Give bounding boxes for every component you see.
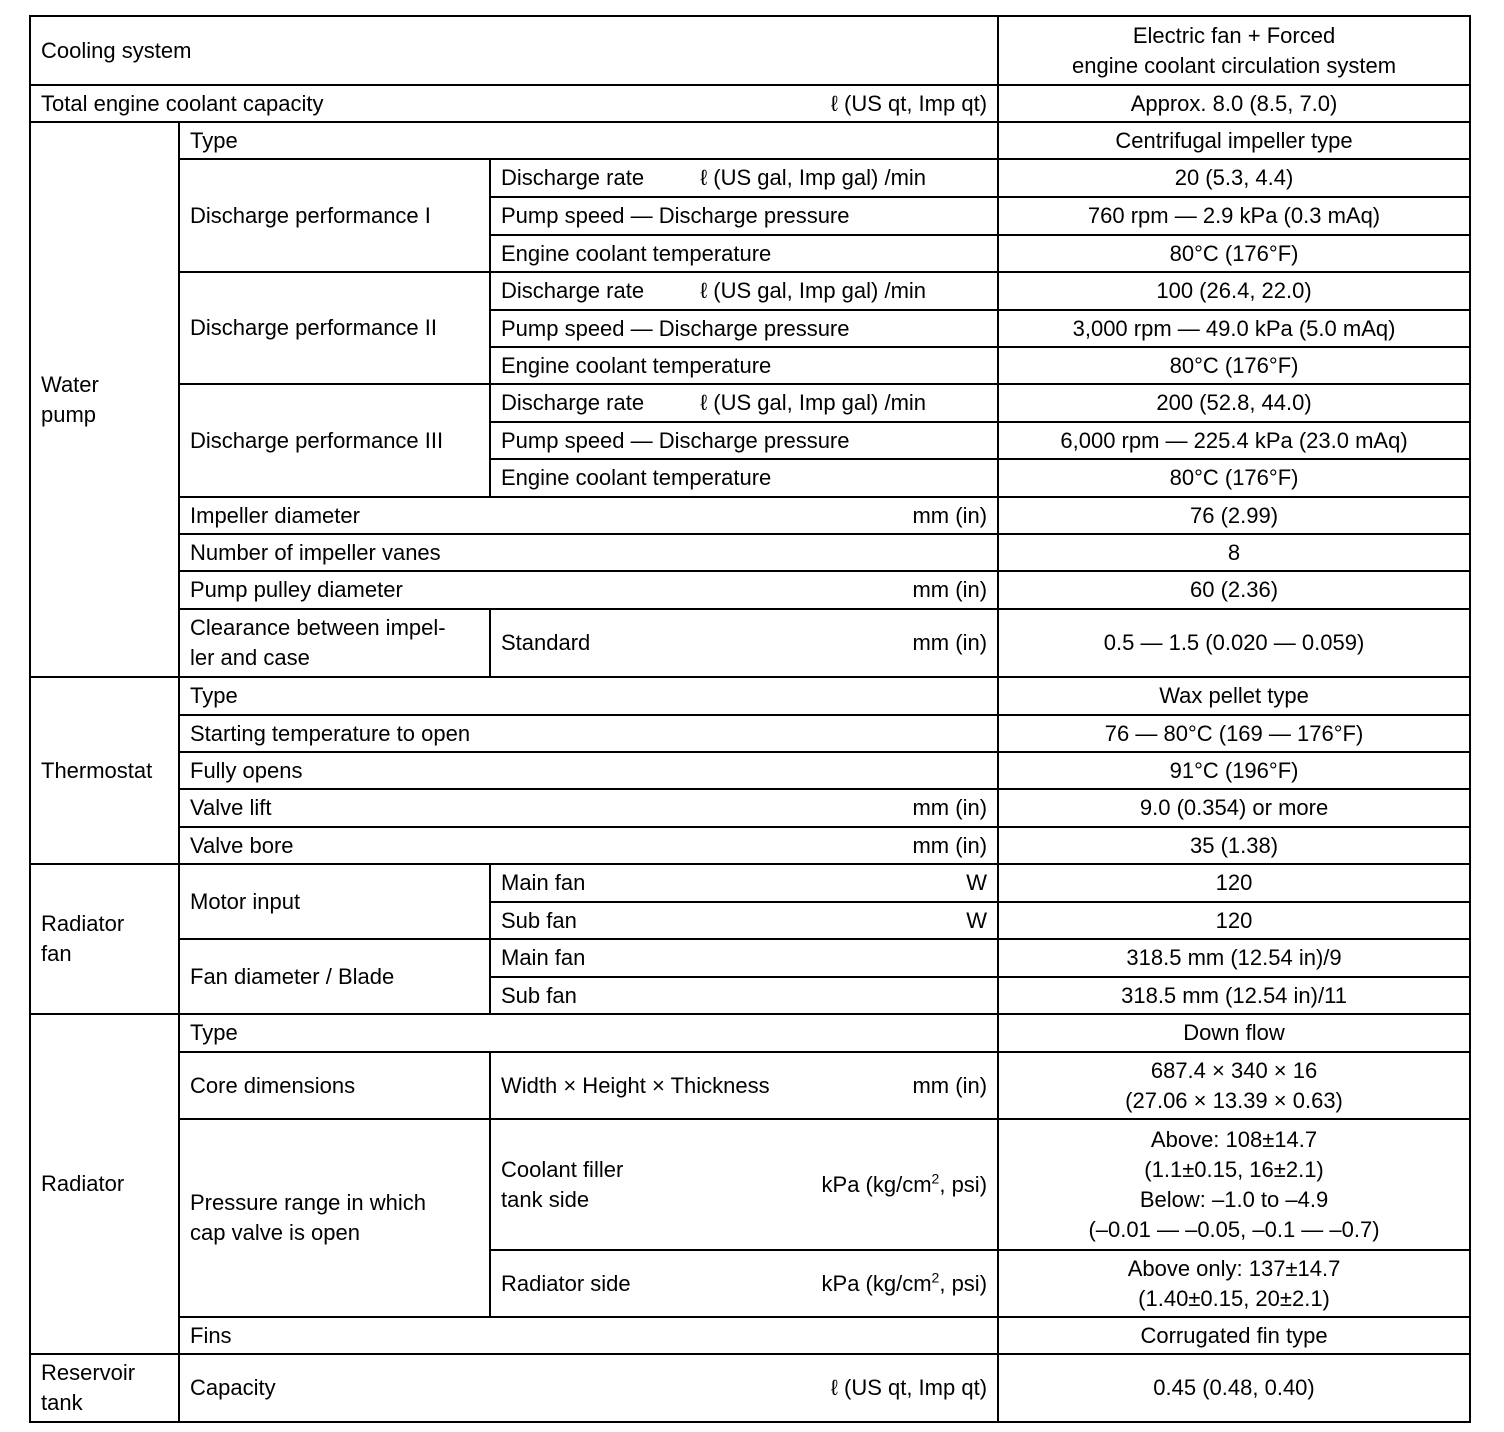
pressure-filler-label: Coolant filler tank side kPa ($kg/cm^2$, psi) (490, 1119, 998, 1250)
fan-diameter-label: Fan diameter / Blade (179, 939, 490, 1014)
perf2-rate-label: Discharge rate ℓ (US gal, Imp gal) /min (490, 272, 998, 310)
thermostat-full-value: 91°C (196°F) (998, 752, 1470, 789)
unit-label: W (966, 870, 988, 895)
pressure-radiator-side-label: Radiator side kPa ($kg/cm^2$, psi) (490, 1250, 998, 1317)
radiator-fan-label: Radiator fan (30, 864, 179, 1014)
unit-label: ℓ (US qt, Imp qt) (830, 1375, 988, 1400)
pressure-radiator-side-value: Above only: 137±14.7 (1.40±0.15, 20±2.1) (998, 1250, 1470, 1317)
row-motor-main (30, 864, 1470, 902)
total-capacity-label: Total engine coolant capacity ℓ (US qt, Imp qt) (30, 85, 998, 122)
clearance-standard-label: Standard mm (in) (490, 609, 998, 677)
row-pump-pulley (30, 571, 1470, 609)
row-perf1-rate (30, 159, 1470, 197)
row-core-dimensions (30, 1052, 1470, 1119)
perf2-speed-label: Pump speed — Discharge pressure (490, 310, 998, 347)
water-pump-type-value: Centrifugal impeller type (998, 122, 1470, 159)
perf3-speed-value: 6,000 rpm — 225.4 kPa (23.0 mAq) (998, 422, 1470, 459)
core-dimensions-label: Core dimensions (179, 1052, 490, 1119)
row-radiator-type (30, 1014, 1470, 1052)
fins-label: Fins (179, 1317, 998, 1354)
perf1-temp-value: 80°C (176°F) (998, 235, 1470, 272)
motor-main-value: 120 (998, 864, 1470, 902)
clearance-value: 0.5 — 1.5 (0.020 — 0.059) (998, 609, 1470, 677)
unit-label: ℓ (US gal, Imp gal) /min (700, 390, 927, 415)
perf3-rate-value: 200 (52.8, 44.0) (998, 384, 1470, 422)
thermostat-start-value: 76 — 80°C (169 — 176°F) (998, 715, 1470, 752)
perf3-rate-label: Discharge rate ℓ (US gal, Imp gal) /min (490, 384, 998, 422)
row-impeller-vanes (30, 534, 1470, 571)
impeller-diameter-label: Impeller diameter mm (in) (179, 497, 998, 534)
unit-label: mm (in) (912, 630, 988, 655)
unit-label: mm (in) (912, 832, 988, 858)
row-thermostat-type (30, 677, 1470, 715)
perf2-label: Discharge performance II (179, 272, 490, 384)
unit-label: mm (in) (912, 577, 988, 602)
impeller-vanes-label: Number of impeller vanes (179, 534, 998, 571)
perf1-rate-label: Discharge rate ℓ (US gal, Imp gal) /min (490, 159, 998, 197)
valve-bore-label: Valve bore mm (in) (179, 827, 998, 864)
row-impeller-diameter (30, 497, 1470, 534)
motor-sub-value: 120 (998, 902, 1470, 939)
unit-label: mm (in) (912, 502, 988, 528)
valve-bore-value: 35 (1.38) (998, 827, 1470, 864)
perf2-temp-label: Engine coolant temperature (490, 347, 998, 384)
pump-pulley-value: 60 (2.36) (998, 571, 1470, 609)
perf1-rate-value: 20 (5.3, 4.4) (998, 159, 1470, 197)
core-dimensions-sub-label: Width × Height × Thickness mm (in) (490, 1052, 998, 1119)
radiator-type-label: Type (179, 1014, 998, 1052)
row-thermostat-full (30, 752, 1470, 789)
thermostat-full-label: Fully opens (179, 752, 998, 789)
perf1-temp-label: Engine coolant temperature (490, 235, 998, 272)
row-water-pump-type (30, 122, 1470, 159)
row-pressure-filler (30, 1119, 1470, 1250)
pressure-filler-value: Above: 108±14.7 (1.1±0.15, 16±2.1) Below: –1.0 to –4.9 (–0.01 — –0.05, –0.1 — –0.7) (998, 1119, 1470, 1250)
thermostat-label: Thermostat (30, 677, 179, 864)
impeller-diameter-value: 76 (2.99) (998, 497, 1470, 534)
thermostat-type-value: Wax pellet type (998, 677, 1470, 715)
fan-diameter-main-value: 318.5 mm (12.54 in)/9 (998, 939, 1470, 977)
perf1-speed-value: 760 rpm — 2.9 kPa (0.3 mAq) (998, 197, 1470, 235)
cooling-system-value: Electric fan + Forced engine coolant circulation system (998, 16, 1470, 85)
perf3-temp-label: Engine coolant temperature (490, 459, 998, 497)
core-dimensions-value: 687.4 × 340 × 16 (27.06 × 13.39 × 0.63) (998, 1052, 1470, 1119)
water-pump-label: Water pump (30, 122, 179, 677)
row-thermostat-start (30, 715, 1470, 752)
unit-label: ℓ (US gal, Imp gal) /min (700, 278, 927, 303)
row-valve-lift (30, 789, 1470, 827)
water-pump-type-label: Type (179, 122, 998, 159)
fins-value: Corrugated fin type (998, 1317, 1470, 1354)
perf2-speed-value: 3,000 rpm — 49.0 kPa (5.0 mAq) (998, 310, 1470, 347)
row-clearance (30, 609, 1470, 677)
thermostat-type-label: Type (179, 677, 998, 715)
perf3-label: Discharge performance III (179, 384, 490, 497)
cooling-spec-table (29, 15, 1471, 1423)
row-fan-diameter-main (30, 939, 1470, 977)
pump-pulley-label: Pump pulley diameter mm (in) (179, 571, 998, 609)
row-total-capacity (30, 85, 1470, 122)
unit-label: ℓ (US gal, Imp gal) /min (700, 165, 927, 190)
radiator-label: Radiator (30, 1014, 179, 1354)
impeller-vanes-value: 8 (998, 534, 1470, 571)
perf3-temp-value: 80°C (176°F) (998, 459, 1470, 497)
row-perf3-rate (30, 384, 1470, 422)
cooling-system-label: Cooling system (30, 16, 998, 85)
unit-label: mm (in) (912, 795, 988, 820)
valve-lift-value: 9.0 (0.354) or more (998, 789, 1470, 827)
total-capacity-value: Approx. 8.0 (8.5, 7.0) (998, 85, 1470, 122)
unit-label: kPa ($kg/cm^2$, psi) (821, 1269, 988, 1296)
motor-sub-label: Sub fan W (490, 902, 998, 939)
row-valve-bore (30, 827, 1470, 864)
unit-label: W (966, 907, 988, 933)
perf3-speed-label: Pump speed — Discharge pressure (490, 422, 998, 459)
clearance-label: Clearance between impel- ler and case (179, 609, 490, 677)
unit-label: mm (in) (912, 1072, 988, 1098)
row-reservoir-capacity (30, 1354, 1470, 1422)
reservoir-capacity-value: 0.45 (0.48, 0.40) (998, 1354, 1470, 1422)
pressure-range-label: Pressure range in which cap valve is open (179, 1119, 490, 1317)
fan-diameter-main-label: Main fan (490, 939, 998, 977)
row-perf2-rate (30, 272, 1470, 310)
fan-diameter-sub-label: Sub fan (490, 977, 998, 1014)
valve-lift-label: Valve lift mm (in) (179, 789, 998, 827)
perf2-rate-value: 100 (26.4, 22.0) (998, 272, 1470, 310)
motor-main-label: Main fan W (490, 864, 998, 902)
motor-input-label: Motor input (179, 864, 490, 939)
row-cooling-system (30, 16, 1470, 85)
perf2-temp-value: 80°C (176°F) (998, 347, 1470, 384)
thermostat-start-label: Starting temperature to open (179, 715, 998, 752)
unit-label: kPa ($kg/cm^2$, psi) (821, 1170, 988, 1197)
perf1-label: Discharge performance I (179, 159, 490, 272)
reservoir-capacity-label: Capacity ℓ (US qt, Imp qt) (179, 1354, 998, 1422)
perf1-speed-label: Pump speed — Discharge pressure (490, 197, 998, 235)
unit-label: ℓ (US qt, Imp qt) (830, 90, 988, 116)
row-fins (30, 1317, 1470, 1354)
radiator-type-value: Down flow (998, 1014, 1470, 1052)
reservoir-tank-label: Reservoir tank (30, 1354, 179, 1422)
fan-diameter-sub-value: 318.5 mm (12.54 in)/11 (998, 977, 1470, 1014)
